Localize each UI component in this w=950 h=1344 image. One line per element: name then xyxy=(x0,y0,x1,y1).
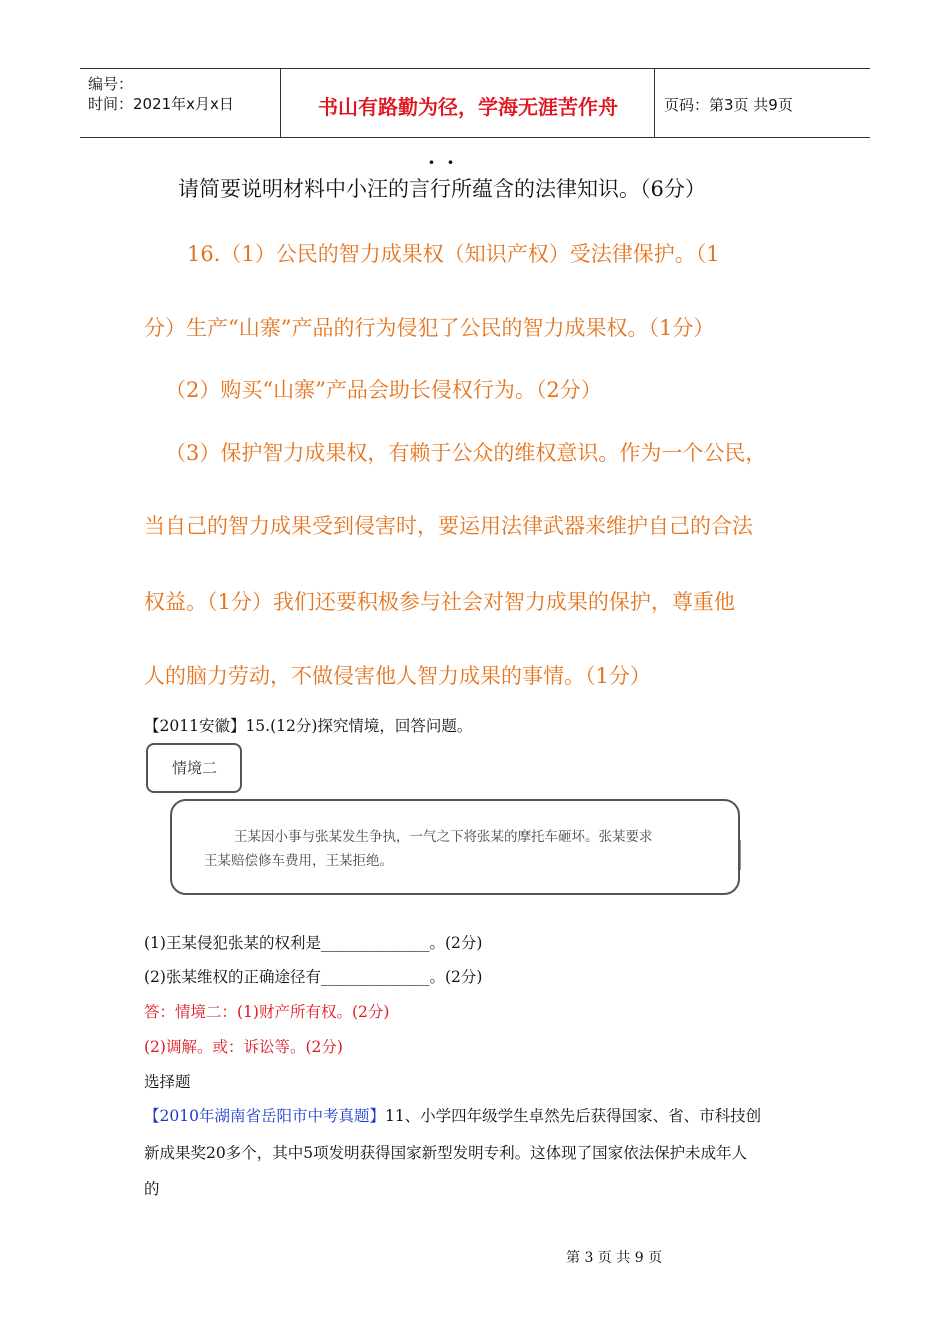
choice-question-line xyxy=(144,1104,761,1126)
question-heading: 【2011安徽】15.(12分)探究情境，回答问题。 xyxy=(144,717,473,735)
number-label: 编号： xyxy=(88,75,134,93)
header-divider xyxy=(654,69,655,137)
sub-question: (1)王某侵犯张某的权利是______________。(2分) xyxy=(144,934,483,952)
header-meta xyxy=(80,69,280,137)
scene-box xyxy=(170,799,740,895)
time-label: 时间：2021年x月x日 xyxy=(88,95,234,113)
scene-tag: 情境二 xyxy=(172,759,218,777)
question-text: 11、小学四年级学生卓然先后获得国家、省、市科技创 xyxy=(384,1107,762,1125)
answer-text: (2)调解。或：诉讼等。(2分) xyxy=(144,1038,343,1056)
answer-text: 答：情境二：(1)财产所有权。(2分) xyxy=(144,1003,390,1021)
choice-question-line: 的 xyxy=(144,1180,160,1198)
section-label: 选择题 xyxy=(144,1073,191,1091)
emphasis-dots: ·· xyxy=(428,150,466,174)
answer-line: 当自己的智力成果受到侵害时，要运用法律武器来维护自己的合法 xyxy=(144,514,753,538)
answer-line: 16.（1）公民的智力成果权（知识产权）受法律保护。（1 xyxy=(187,242,720,266)
answer-line: 权益。（1分）我们还要积极参与社会对智力成果的保护，尊重他 xyxy=(144,590,735,614)
scene-text-line: 王某赔偿修车费用，王某拒绝。 xyxy=(204,853,393,869)
answer-line: 人的脑力劳动，不做侵害他人智力成果的事情。（1分） xyxy=(144,664,651,688)
page-footer: 第 3 页 共 9 页 xyxy=(566,1250,663,1266)
answer-line: 分）生产“山寨”产品的行为侵犯了公民的智力成果权。（1分） xyxy=(144,316,715,340)
scan-edge-line xyxy=(740,840,741,870)
header-motto: 书山有路勤为径，学海无涯苦作舟 xyxy=(318,95,618,119)
scene-tag-box xyxy=(146,743,242,793)
header-page-info: 页码：第3页 共9页 xyxy=(664,96,793,114)
answer-line: （2）购买“山寨”产品会助长侵权行为。（2分） xyxy=(165,378,602,402)
header-divider xyxy=(280,69,281,137)
question-prompt: 请简要说明材料中小汪的言行所蕴含的法律知识。（6分） xyxy=(178,177,706,201)
page-header xyxy=(80,68,870,138)
answer-line: （3）保护智力成果权，有赖于公众的维权意识。作为一个公民， xyxy=(165,441,767,465)
sub-question: (2)张某维权的正确途径有______________。(2分) xyxy=(144,968,483,986)
question-source: 【2010年湖南省岳阳市中考真题】 xyxy=(144,1107,385,1125)
scene-text-line: 王某因小事与张某发生争执，一气之下将张某的摩托车砸坏。张某要求 xyxy=(234,829,653,845)
choice-question-line: 新成果奖20多个，其中5项发明获得国家新型发明专利。这体现了国家依法保护未成年人 xyxy=(144,1144,748,1162)
